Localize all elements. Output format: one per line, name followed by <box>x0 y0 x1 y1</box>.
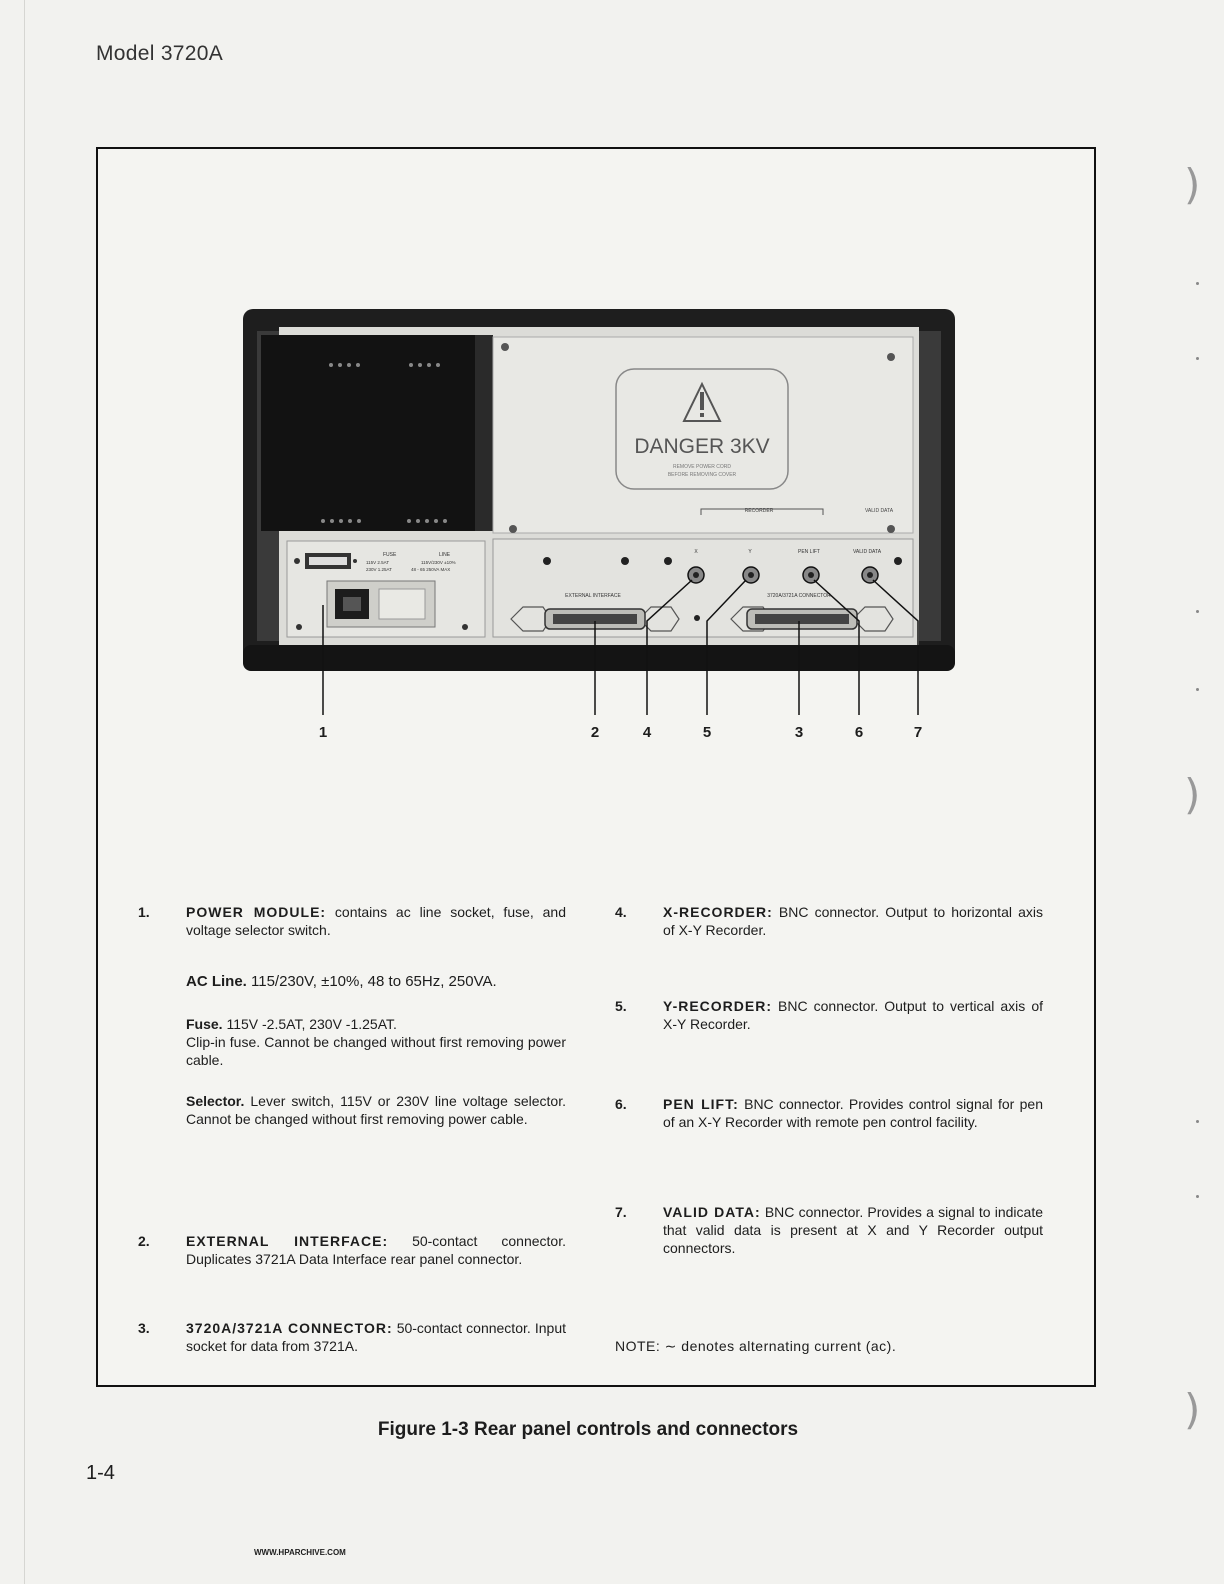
item-text: BNC connector. Provides control signal for pen of an X-Y Recorder with remote pen control facility. <box>663 1096 1043 1130</box>
valid-data-label: VALID DATA <box>852 549 882 555</box>
speck <box>1196 282 1199 285</box>
speck <box>1196 357 1199 360</box>
page-number: 1-4 <box>86 1462 115 1484</box>
y-label: Y <box>748 549 752 555</box>
fuse-label: FUSE <box>383 552 397 558</box>
sub-label: Selector. <box>186 1093 245 1109</box>
item-text: 50-contact connector. Input socket for data from 3721A. <box>186 1320 566 1354</box>
callout-2: 2 <box>590 724 600 741</box>
sub-text-2: Clip-in fuse. Cannot be changed without first removing power cable. <box>186 1034 566 1068</box>
x-label: X <box>694 549 698 555</box>
callout-3: 3 <box>794 724 804 741</box>
item-number: 6. <box>615 1096 627 1112</box>
ext-interface-label: EXTERNAL INTERFACE <box>565 593 621 599</box>
binder-hole-mark: ) <box>1184 160 1201 209</box>
connector-label: 3720A/3721A CONNECTOR <box>767 593 831 599</box>
item-number: 3. <box>138 1320 150 1336</box>
footer-url: WWW.HPARCHIVE.COM <box>254 1548 346 1557</box>
binder-hole-mark: ) <box>1184 770 1201 819</box>
rear-panel-photo <box>243 309 955 671</box>
line-spec1: 115V/230V ±10% <box>421 560 456 565</box>
recorder-label: RECORDER <box>744 508 774 514</box>
speck <box>1196 1195 1199 1198</box>
figure-frame <box>96 147 1096 1387</box>
callout-6: 6 <box>854 724 864 741</box>
line-spec2: 48 - 65 250VA MAX <box>411 567 451 572</box>
sub-text: 115V -2.5AT, 230V -1.25AT. <box>222 1016 397 1032</box>
item-number: 2. <box>138 1233 150 1249</box>
item-title: PEN LIFT: <box>663 1096 739 1112</box>
fuse-spec <box>186 1015 566 1069</box>
callout-4: 4 <box>642 724 652 741</box>
speck <box>1196 1120 1199 1123</box>
item-title: EXTERNAL INTERFACE: <box>186 1233 389 1249</box>
ac-line-spec <box>186 973 566 991</box>
danger-title: DANGER 3KV <box>634 435 770 458</box>
binder-edge <box>24 0 25 1584</box>
item-title: VALID DATA: <box>663 1204 761 1220</box>
valid-data-label-top: VALID DATA <box>864 508 894 514</box>
speck <box>1196 688 1199 691</box>
fuse-115: 115V 2.5AT <box>366 560 390 565</box>
sub-text: Lever switch, 115V or 230V line voltage selector. Cannot be changed without first removing power cable. <box>186 1093 566 1127</box>
item-number: 4. <box>615 904 627 920</box>
item-number: 1. <box>138 904 150 920</box>
danger-line1: REMOVE POWER CORD <box>672 464 732 470</box>
item-title: 3720A/3721A CONNECTOR: <box>186 1320 393 1336</box>
item-number: 5. <box>615 998 627 1014</box>
danger-line2: BEFORE REMOVING COVER <box>667 472 737 478</box>
item-title: POWER MODULE: <box>186 904 327 920</box>
item-text: BNC connector. Output to horizontal axis of X-Y Recorder. <box>663 904 1043 938</box>
selector-spec <box>186 1092 566 1128</box>
item-text: contains ac line socket, fuse, and voltage selector switch. <box>186 904 567 938</box>
item-title: X-RECORDER: <box>663 904 773 920</box>
line-label: LINE <box>439 552 451 558</box>
callout-1: 1 <box>318 724 328 741</box>
sub-label: Fuse. <box>186 1016 223 1032</box>
item-title: Y-RECORDER: <box>663 998 773 1014</box>
speck <box>1196 610 1199 613</box>
sub-label: AC Line. <box>186 973 247 990</box>
item-text: BNC connector. Provides a signal to indicate that valid data is present at X and Y Recorder output connectors. <box>663 1204 1043 1256</box>
binder-hole-mark: ) <box>1184 1385 1201 1434</box>
page-header: Model 3720A <box>96 42 224 65</box>
fuse-230: 230V 1.25AT <box>366 567 392 572</box>
item-text: BNC connector. Output to vertical axis of X-Y Recorder. <box>663 998 1043 1032</box>
callout-7: 7 <box>913 724 923 741</box>
callout-5: 5 <box>702 724 712 741</box>
sub-text: 115/230V, ±10%, 48 to 65Hz, 250VA. <box>246 973 497 990</box>
pen-lift-label: PEN LIFT <box>798 549 820 555</box>
item-text: 50-contact connector. Duplicates 3721A Data Interface rear panel connector. <box>186 1233 566 1267</box>
ac-note: NOTE: ∼ denotes alternating current (ac). <box>615 1338 897 1354</box>
item-number: 7. <box>615 1204 627 1220</box>
figure-caption: Figure 1-3 Rear panel controls and connectors <box>377 1419 799 1440</box>
